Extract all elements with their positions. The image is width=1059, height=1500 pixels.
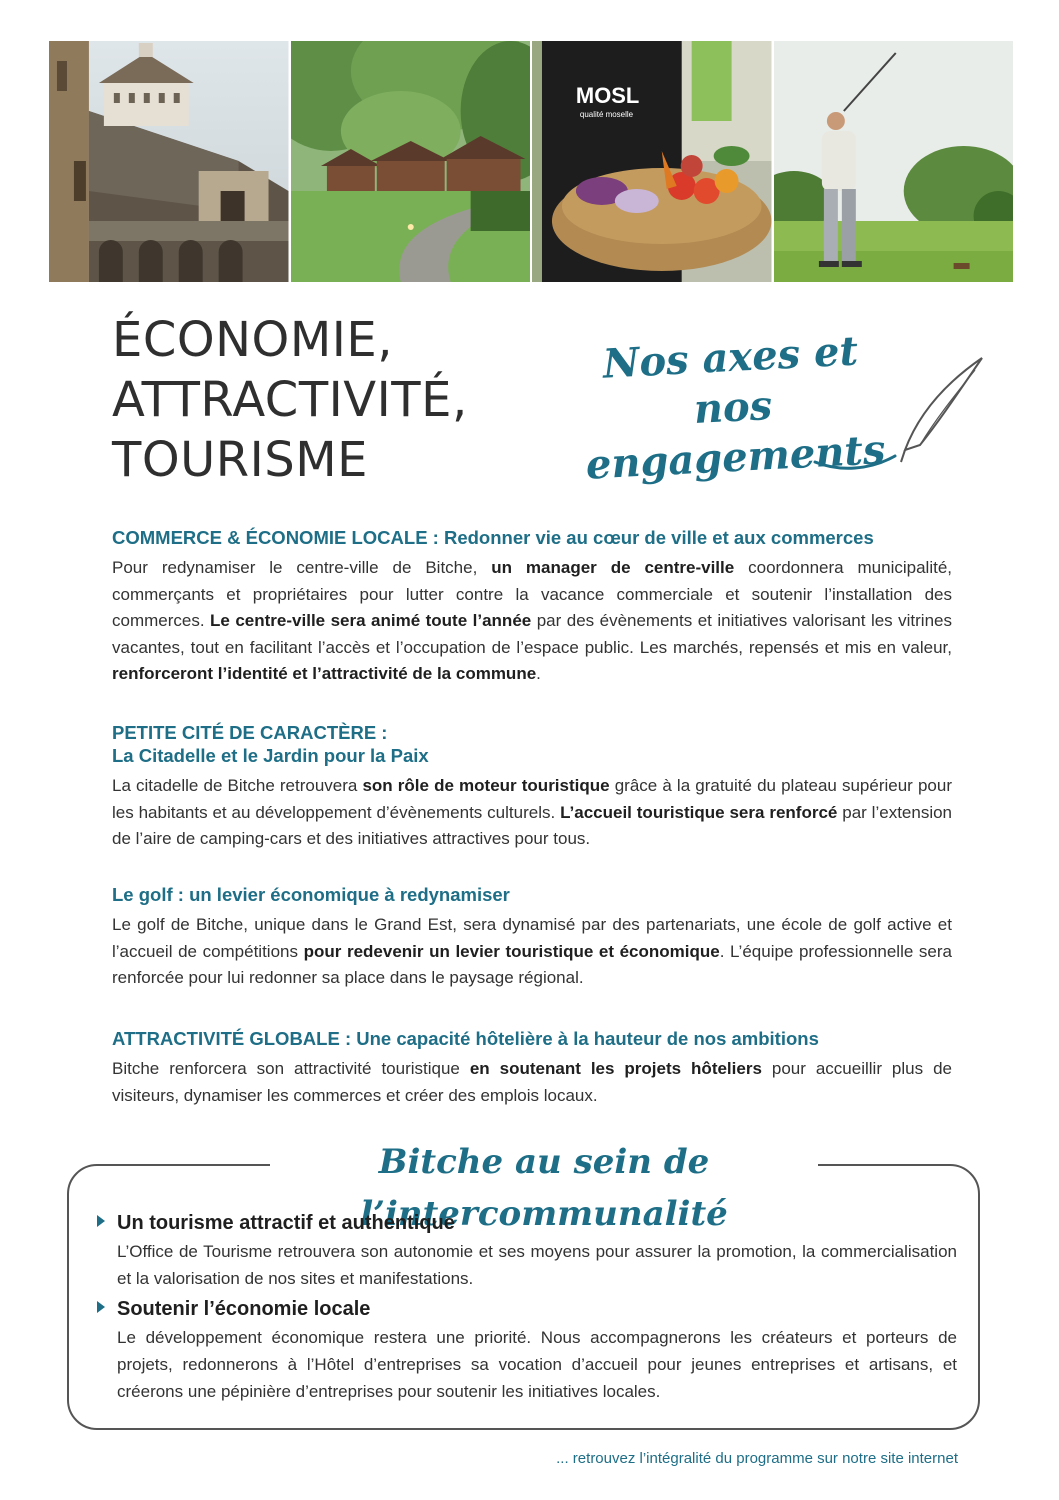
mosl-logo-sub: qualité moselle xyxy=(579,109,634,120)
mosl-logo: MOSL xyxy=(575,82,640,109)
triangle-bullet-icon xyxy=(97,1301,105,1313)
title-line: TOURISME xyxy=(112,432,368,488)
section-hotel xyxy=(112,1027,952,1109)
intercommunalite-title: Bitche au sein de l’intercommunalité xyxy=(270,1136,818,1240)
citadel-photo xyxy=(49,41,289,282)
section-body: Le golf de Bitche, unique dans le Grand Est, sera dynamisé par des partenariats, une école de golf active et l’accueil de compétitions pour redevenir un levier touristique et économique. L’équipe professionnelle sera renforcée pour lui redonner sa place dans le paysage régional. xyxy=(112,915,952,987)
inter-item xyxy=(97,1212,957,1292)
section-body: Bitche renforcera son attractivité touristique en soutenant les projets hôteliers pour accueillir plus de visiteurs, dynamiser les commerces et créer des emplois locaux. xyxy=(112,1059,952,1105)
section-title: COMMERCE & ÉCONOMIE LOCALE : Redonner vie au cœur de ville et aux commerces xyxy=(112,527,874,548)
inter-item-heading: Un tourisme attractif et authentique xyxy=(117,1212,455,1234)
script-heading-line: Nos axes et xyxy=(601,327,860,388)
section-title: ATTRACTIVITÉ GLOBALE : Une capacité hôtelière à la hauteur de nos ambitions xyxy=(112,1028,819,1049)
inter-item-text: L’Office de Tourisme retrouvera son autonomie et ses moyens pour assurer la promotion, la commercialisation et la valorisation de nos sites et manifestations. xyxy=(117,1242,957,1288)
section-title: Le golf : un levier économique à redynamiser xyxy=(112,884,510,905)
quill-icon xyxy=(810,350,985,475)
triangle-bullet-icon xyxy=(97,1215,105,1227)
golfer-photo xyxy=(774,41,1014,282)
photo-strip xyxy=(49,41,1013,282)
title-line: ÉCONOMIE, xyxy=(112,312,393,368)
market-basket-photo xyxy=(532,41,772,282)
chalets-photo xyxy=(291,41,531,282)
section-title: PETITE CITÉ DE CARACTÈRE : La Citadelle et le Jardin pour la Paix xyxy=(112,722,429,766)
section-body: La citadelle de Bitche retrouvera son rôle de moteur touristique grâce à la gratuité du plateau supérieur pour les habitants et au développement d’évènements culturels. L’accueil touristique sera renforcé par l’extension de l’aire de camping-cars et des initiatives attractives pour tous. xyxy=(112,776,953,848)
script-heading-line: nos engagements xyxy=(584,381,887,489)
inter-item xyxy=(97,1298,957,1405)
inter-item-text: Le développement économique restera une priorité. Nous accompagnerons les créateurs et porteurs de projets, redonnerons à l’Hôtel d’entreprises sa vocation d’accueil pour jeunes entreprises et artisans, et créerons une pépinière d’entreprises pour soutenir les initiatives locales. xyxy=(117,1328,957,1401)
title-line: ATTRACTIVITÉ, xyxy=(112,372,468,428)
inter-item-heading: Soutenir l’économie locale xyxy=(117,1298,371,1320)
footer-note[interactable]: ... retrouvez l’intégralité du programme sur notre site internet xyxy=(556,1450,958,1467)
section-commerce xyxy=(112,526,952,688)
section-body: Pour redynamiser le centre-ville de Bitche, un manager de centre-ville coordonnera municipalité, commerçants et propriétaires pour lutter contre la vacance commerciale et soutenir l’installation des commerces. Le centre-ville sera animé toute l’année par des évènements et initiatives valorisant les vitrines vacantes, tout en facilitant l’accès et l’occupation de l’espace public. Les marchés, repensés et mis en valeur, renforceront l’identité et l’attractivité de la commune. xyxy=(112,558,952,683)
section-golf xyxy=(112,883,952,992)
section-citadelle xyxy=(112,721,952,853)
page-title xyxy=(112,310,468,490)
